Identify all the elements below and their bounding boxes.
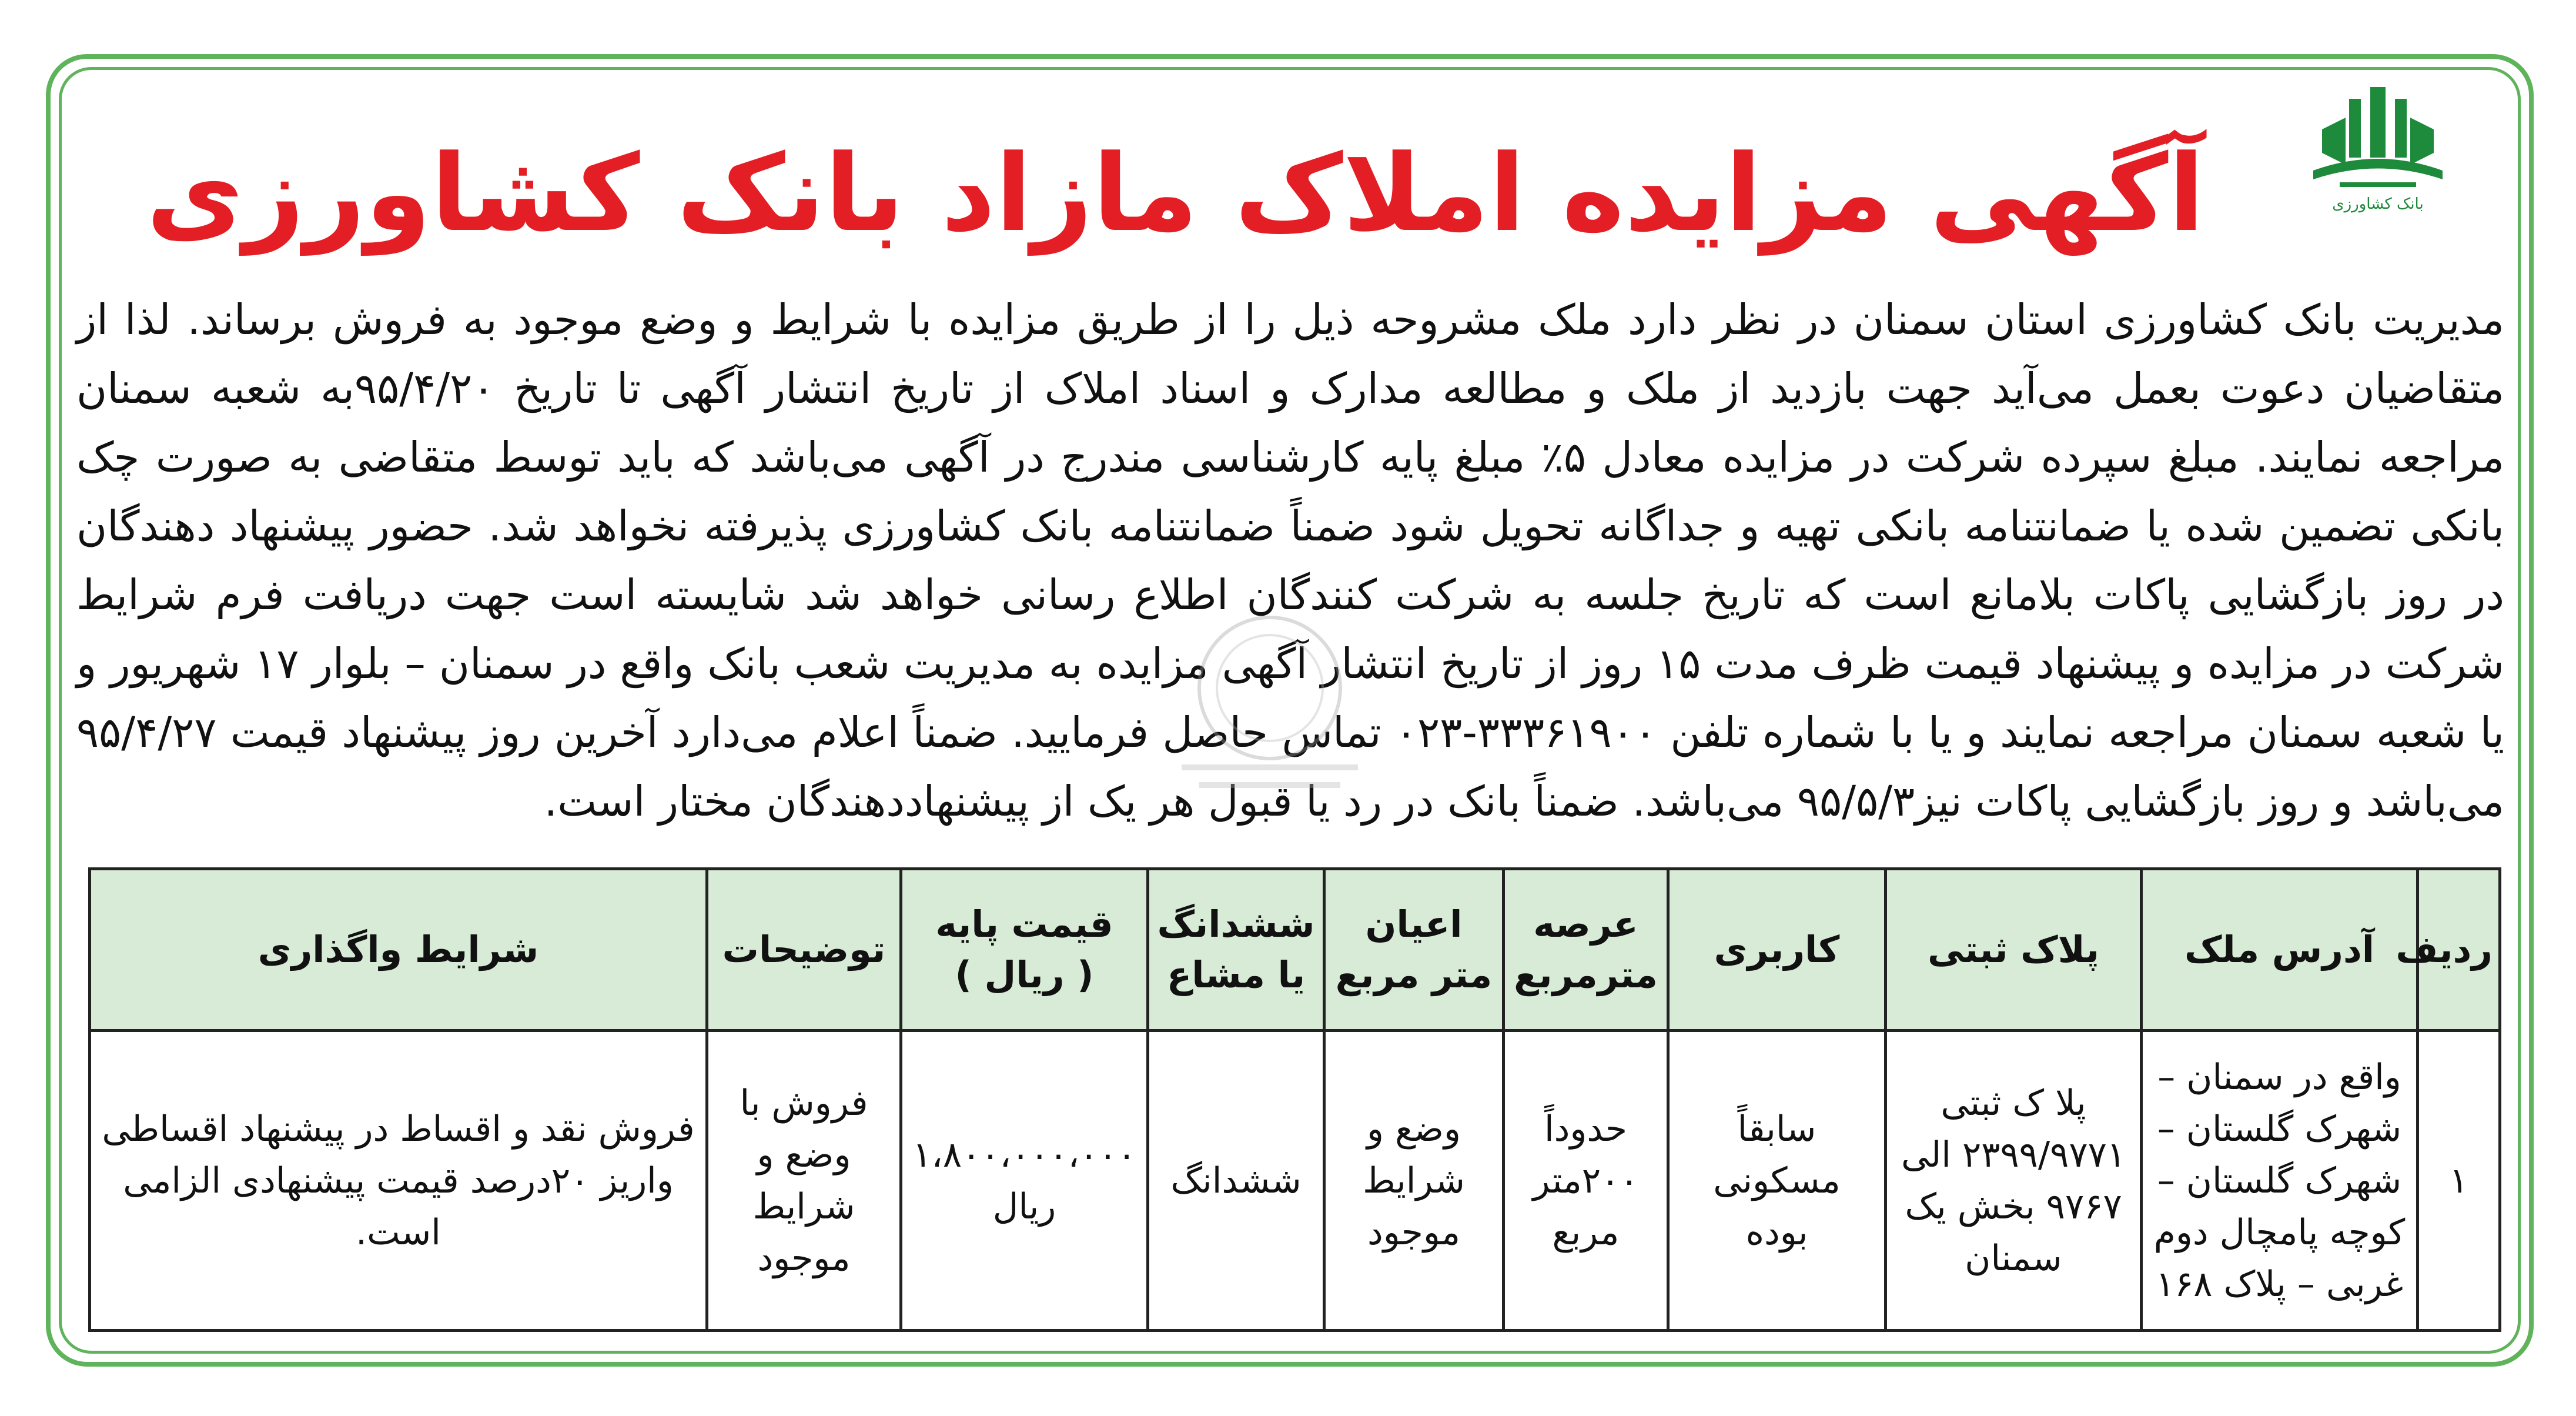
header-building bbox=[1324, 869, 1504, 1031]
header-notes: توضیحات bbox=[707, 869, 901, 1031]
header-price-line1: قیمت پایه bbox=[935, 903, 1113, 946]
auction-table-container bbox=[88, 867, 2498, 1332]
header-building-line2: متر مربع bbox=[1335, 953, 1493, 996]
header-area bbox=[1504, 869, 1668, 1031]
cell-row-number: ۱ bbox=[2418, 1031, 2500, 1331]
header-area-line1: عرصه bbox=[1533, 903, 1638, 946]
header-row-number: ردیف bbox=[2418, 869, 2500, 1031]
notice-title: آگهی مزایده املاک مازاد بانک کشاورزی bbox=[146, 132, 2204, 255]
bank-logo-icon bbox=[2304, 82, 2451, 223]
header-share-line1: ششدانگ bbox=[1157, 903, 1315, 946]
cell-share: ششدانگ bbox=[1148, 1031, 1324, 1331]
header-area-line2: مترمربع bbox=[1514, 953, 1658, 996]
auction-table bbox=[88, 867, 2501, 1332]
cell-plaque: پلا ک ثبتی ۲۳۹۹/۹۷۷۱ الی ۹۷۶۷ بخش یک سمنان bbox=[1886, 1031, 2142, 1331]
notice-body: مدیریت بانک کشاورزی استان سمنان در نظر دارد ملک مشروحه ذیل را از طریق مزایده با شرایط و وضع موجود به فروش برساند. لذا از متقاضیان دعوت بعمل می‌آید جهت بازدید از ملک و مطالعه مدارک و اسناد املاک از تاریخ انتشار آگهی تا تاریخ ۹۵/۴/۲۰به شعبه سمنان مراجعه نمایند. مبلغ سپرده شرکت در مزایده معادل ۵٪ مبلغ پایه کارشناسی مندرج در آگهی می‌باشد که باید توسط متقاضی به صورت چک بانکی تضمین شده یا ضمانتنامه بانکی تهیه و جداگانه تحویل شود ضمناً ضمانتنامه بانک کشاورزی پذیرفته نخواهد شد. حضور پیشنهاد دهندگان در روز بازگشایی پاکات بلامانع است که تاریخ جلسه به شرکت کنندگان اطلاع رسانی خواهد شد شایسته است جهت دریافت فرم شرایط شرکت در مزایده و پیشنهاد قیمت ظرف مدت ۱۵ روز از تاریخ انتشار آگهی مزایده به مدیریت شعب بانک واقع در سمنان – بلوار ۱۷ شهریور و یا شعبه سمنان مراجعه نمایند و یا با شماره تلفن ۳۳۳۶۱۹۰۰-۰۲۳ تماس حاصل فرمایید. ضمناً اعلام می‌دارد آخرین روز پیشنهاد قیمت ۹۵/۴/۲۷ می‌باشد و روز بازگشایی پاکات نیز۹۵/۵/۳ می‌باشد. ضمناً بانک در رد یا قبول هر یک از پیشنهاددهندگان مختار است. bbox=[76, 295, 2505, 826]
header-terms: شرایط واگذاری bbox=[90, 869, 707, 1031]
header-plaque: پلاک ثبتی bbox=[1886, 869, 2142, 1031]
header-usage: کاربری bbox=[1668, 869, 1886, 1031]
header-address: آدرس ملک bbox=[2142, 869, 2418, 1031]
cell-price: ۱،۸۰۰،۰۰۰،۰۰۰ ریال bbox=[901, 1031, 1148, 1331]
header-building-line1: اعیان bbox=[1365, 903, 1463, 946]
table-header-row bbox=[90, 869, 2500, 1031]
cell-notes: فروش با وضع و شرایط موجود bbox=[707, 1031, 901, 1331]
logo-caption: بانک کشاورزی bbox=[2332, 195, 2424, 213]
cell-building: وضع و شرایط موجود bbox=[1324, 1031, 1504, 1331]
header-price-line2: ( ریال ) bbox=[955, 953, 1094, 996]
watermark-stamp-icon bbox=[1146, 588, 1393, 835]
table-row bbox=[90, 1031, 2500, 1331]
cell-usage: سابقاً مسکونی بوده bbox=[1668, 1031, 1886, 1331]
cell-terms: فروش نقد و اقساط در پیشنهاد اقساطی واریز ۲۰درصد قیمت پیشنهادی الزامی است. bbox=[90, 1031, 707, 1331]
cell-area: حدوداً ۲۰۰متر مربع bbox=[1504, 1031, 1668, 1331]
cell-address: واقع در سمنان – شهرک گلستان – شهرک گلستان – کوچه پامچال دوم غربی – پلاک ۱۶۸ bbox=[2142, 1031, 2418, 1331]
header-share bbox=[1148, 869, 1324, 1031]
header-share-line2: یا مشاع bbox=[1166, 953, 1306, 996]
header-price bbox=[901, 869, 1148, 1031]
